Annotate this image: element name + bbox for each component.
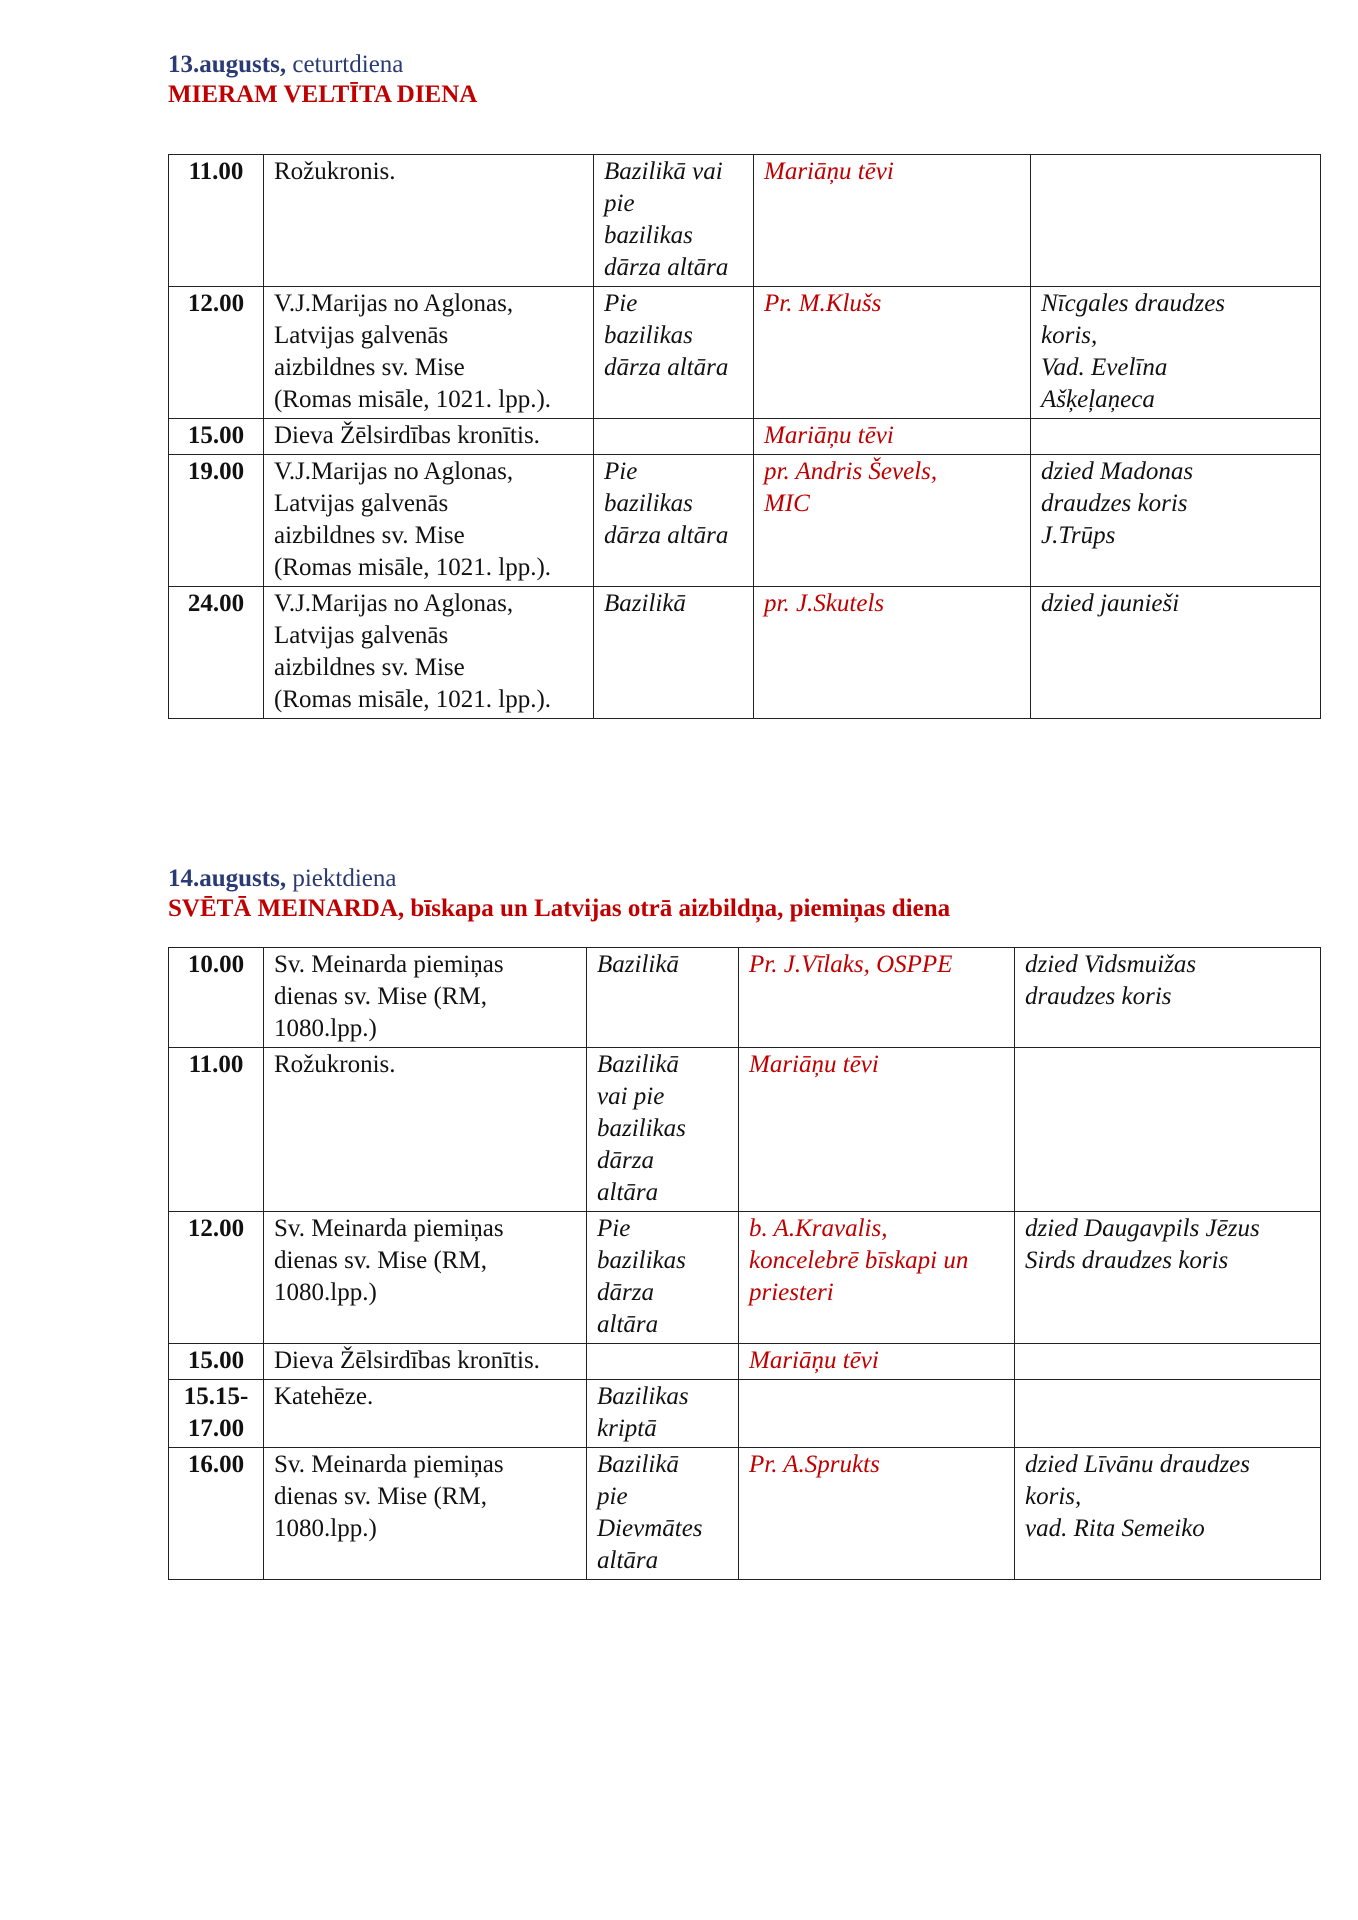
day2-time-cell: [169, 1344, 264, 1380]
day1-celebrant-line: Mariāņu tēvi: [764, 422, 894, 449]
day2-time-cell: [169, 1380, 264, 1448]
day1-celebrant-cell: [754, 587, 1031, 719]
day1-event-cell: [264, 587, 594, 719]
day1-event-line: aizbildnes sv. Mise: [274, 522, 465, 549]
day1-time-line: 12.00: [187, 290, 245, 317]
day2-place-cell: [587, 1448, 739, 1580]
day2-place-line: pie: [597, 1483, 628, 1510]
day1-row: [169, 155, 1321, 287]
day1-time-line: 24.00: [187, 590, 245, 617]
day2-celebrant-line: b. A.Kravalis,: [749, 1215, 888, 1242]
day1-music-cell: [1031, 455, 1321, 587]
day1-celebrant-cell: [754, 155, 1031, 287]
day2-celebrant-cell: [739, 1212, 1015, 1344]
day2-event-line: Sv. Meinarda piemiņas: [274, 951, 504, 978]
day2-place-line: Pie: [597, 1215, 631, 1242]
day1-place-line: Bazilikā: [604, 590, 686, 617]
day1-row: [169, 419, 1321, 455]
day1-event-cell: [264, 287, 594, 419]
day2-date: 14.augusts,: [168, 865, 287, 892]
day1-place-line: bazilikas: [604, 490, 693, 517]
day2-header: [168, 864, 950, 924]
day2-place-line: dārza: [597, 1279, 654, 1306]
day2-place-line: vai pie: [597, 1083, 665, 1110]
day2-event-line: Rožukronis.: [274, 1051, 396, 1078]
day2-music-cell: [1015, 1048, 1321, 1212]
day2-event-line: dienas sv. Mise (RM,: [274, 983, 487, 1010]
day2-event-line: Sv. Meinarda piemiņas: [274, 1215, 504, 1242]
day1-place-line: bazilikas: [604, 322, 693, 349]
day1-row: [169, 455, 1321, 587]
day1-music-line: dzied Madonas: [1041, 458, 1194, 485]
day1-music-line: Vad. Evelīna: [1041, 354, 1168, 381]
day2-time-cell: [169, 948, 264, 1048]
day1-celebrant-cell: [754, 287, 1031, 419]
day2-time-line: 15.00: [187, 1347, 245, 1374]
day2-music-line: dzied Vidsmuižas: [1025, 951, 1197, 978]
day1-music-cell: [1031, 155, 1321, 287]
day2-event-line: 1080.lpp.): [274, 1279, 377, 1306]
day2-feast-title: SVĒTĀ MEINARDA, bīskapa un Latvijas otrā aizbildņa, piemiņas diena: [168, 895, 951, 922]
day1-place-line: Pie: [604, 458, 638, 485]
day1-time-line: 11.00: [188, 158, 244, 185]
day1-event-line: aizbildnes sv. Mise: [274, 354, 465, 381]
day1-event-cell: [264, 419, 594, 455]
day2-event-line: 1080.lpp.): [274, 1515, 377, 1542]
day1-date-line: [168, 50, 477, 80]
day2-event-cell: [264, 1380, 587, 1448]
day1-event-cell: [264, 155, 594, 287]
day2-event-line: Dieva Žēlsirdības kronītis.: [274, 1347, 540, 1374]
day2-place-cell: [587, 1380, 739, 1448]
day1-date: 13.augusts,: [168, 51, 287, 78]
day2-place-line: dārza: [597, 1147, 654, 1174]
day1-event-line: V.J.Marijas no Aglonas,: [274, 290, 514, 317]
day1-place-cell: [594, 587, 754, 719]
day1-celebrant-cell: [754, 419, 1031, 455]
day2-time-line: 15.15-: [183, 1383, 249, 1410]
day2-place-line: Bazilikā: [597, 1451, 679, 1478]
day2-place-cell: [587, 948, 739, 1048]
day1-place-line: pie: [604, 190, 635, 217]
day2-place-line: Bazilikas: [597, 1383, 689, 1410]
day2-event-cell: [264, 1344, 587, 1380]
day1-place-line: dārza altāra: [604, 354, 729, 381]
day1-time-cell: [169, 587, 264, 719]
day1-celebrant-line: Pr. M.Klušs: [764, 290, 882, 317]
day1-schedule-table: [168, 154, 1321, 719]
day1-header: [168, 50, 477, 110]
day2-time-cell: [169, 1048, 264, 1212]
day1-event-line: (Romas misāle, 1021. lpp.).: [274, 386, 552, 413]
day1-place-line: Pie: [604, 290, 638, 317]
day1-event-cell: [264, 455, 594, 587]
day2-date-line: [168, 864, 950, 894]
day1-music-line: koris,: [1041, 322, 1098, 349]
day2-music-line: dzied Līvānu draudzes: [1025, 1451, 1250, 1478]
day2-event-cell: [264, 1448, 587, 1580]
day2-time-line: 11.00: [188, 1051, 244, 1078]
day2-music-line: draudzes koris: [1025, 983, 1172, 1010]
day1-time-cell: [169, 419, 264, 455]
day1-event-line: Dieva Žēlsirdības kronītis.: [274, 422, 540, 449]
day1-music-line: dzied jaunieši: [1041, 590, 1180, 617]
day1-time-cell: [169, 287, 264, 419]
day2-place-cell: [587, 1048, 739, 1212]
day1-celebrant-line: pr. J.Skutels: [764, 590, 885, 617]
day2-row: [169, 1380, 1321, 1448]
day2-music-line: koris,: [1025, 1483, 1082, 1510]
day2-celebrant-line: Pr. A.Sprukts: [749, 1451, 880, 1478]
day1-time-cell: [169, 455, 264, 587]
day1-celebrant-line: MIC: [764, 490, 810, 517]
day2-place-line: Bazilikā: [597, 951, 679, 978]
day1-time-line: 15.00: [187, 422, 245, 449]
day2-celebrant-line: priesteri: [749, 1279, 834, 1306]
day1-row: [169, 587, 1321, 719]
day2-place-line: bazilikas: [597, 1115, 686, 1142]
day2-place-line: bazilikas: [597, 1247, 686, 1274]
day1-event-line: Rožukronis.: [274, 158, 396, 185]
day1-row: [169, 287, 1321, 419]
day2-time-line: 17.00: [187, 1415, 245, 1442]
day2-row: [169, 1212, 1321, 1344]
day1-celebrant-line: Mariāņu tēvi: [764, 158, 894, 185]
day2-row: [169, 1344, 1321, 1380]
day1-place-line: dārza altāra: [604, 254, 729, 281]
day1-place-line: Bazilikā vai: [604, 158, 723, 185]
day2-place-line: Dievmātes: [597, 1515, 703, 1542]
day1-event-line: Latvijas galvenās: [274, 490, 449, 517]
day2-celebrant-cell: [739, 1380, 1015, 1448]
day2-music-line: vad. Rita Semeiko: [1025, 1515, 1205, 1542]
day2-event-line: Katehēze.: [274, 1383, 374, 1410]
day2-place-line: altāra: [597, 1179, 659, 1206]
day2-celebrant-cell: [739, 1344, 1015, 1380]
day2-event-line: 1080.lpp.): [274, 1015, 377, 1042]
day2-celebrant-line: Mariāņu tēvi: [749, 1347, 879, 1374]
day1-event-line: V.J.Marijas no Aglonas,: [274, 458, 514, 485]
day1-event-line: Latvijas galvenās: [274, 622, 449, 649]
day2-place-line: altāra: [597, 1311, 659, 1338]
day1-music-line: draudzes koris: [1041, 490, 1188, 517]
day2-schedule-table: [168, 947, 1321, 1580]
day2-event-line: dienas sv. Mise (RM,: [274, 1247, 487, 1274]
day2-place-cell: [587, 1344, 739, 1380]
day1-celebrant-cell: [754, 455, 1031, 587]
day2-celebrant-line: Mariāņu tēvi: [749, 1051, 879, 1078]
day1-music-line: Ašķeļaņeca: [1041, 386, 1155, 413]
day2-celebrant-line: Pr. J.Vīlaks, OSPPE: [749, 951, 953, 978]
day1-time-cell: [169, 155, 264, 287]
day1-feast-title: MIERAM VELTĪTA DIENA: [168, 81, 478, 108]
day2-event-line: Sv. Meinarda piemiņas: [274, 1451, 504, 1478]
day1-event-line: Latvijas galvenās: [274, 322, 449, 349]
day2-row: [169, 1048, 1321, 1212]
day1-place-cell: [594, 455, 754, 587]
day2-event-cell: [264, 948, 587, 1048]
day1-music-line: Nīcgales draudzes: [1041, 290, 1226, 317]
day2-place-line: altāra: [597, 1547, 659, 1574]
day1-time-line: 19.00: [187, 458, 245, 485]
day1-music-cell: [1031, 287, 1321, 419]
day1-place-cell: [594, 419, 754, 455]
day2-weekday: piektdiena: [286, 865, 397, 892]
day2-event-line: dienas sv. Mise (RM,: [274, 1483, 487, 1510]
day2-time-cell: [169, 1212, 264, 1344]
day2-celebrant-line: koncelebrē bīskapi un: [749, 1247, 969, 1274]
day1-place-cell: [594, 155, 754, 287]
day2-music-line: dzied Daugavpils Jēzus: [1025, 1215, 1260, 1242]
day1-event-line: V.J.Marijas no Aglonas,: [274, 590, 514, 617]
day2-music-cell: [1015, 1380, 1321, 1448]
day2-music-cell: [1015, 948, 1321, 1048]
day1-event-line: (Romas misāle, 1021. lpp.).: [274, 554, 552, 581]
day2-music-cell: [1015, 1344, 1321, 1380]
day2-place-cell: [587, 1212, 739, 1344]
day1-celebrant-line: pr. Andris Ševels,: [764, 458, 938, 485]
day2-time-cell: [169, 1448, 264, 1580]
day1-place-line: dārza altāra: [604, 522, 729, 549]
day2-event-cell: [264, 1212, 587, 1344]
day2-celebrant-cell: [739, 948, 1015, 1048]
day2-place-line: kriptā: [597, 1415, 657, 1442]
day2-time-line: 16.00: [187, 1451, 245, 1478]
day2-row: [169, 948, 1321, 1048]
day1-place-line: bazilikas: [604, 222, 693, 249]
day2-time-line: 10.00: [187, 951, 245, 978]
day1-event-line: (Romas misāle, 1021. lpp.).: [274, 686, 552, 713]
day1-place-cell: [594, 287, 754, 419]
day1-event-line: aizbildnes sv. Mise: [274, 654, 465, 681]
day2-music-line: Sirds draudzes koris: [1025, 1247, 1229, 1274]
day2-celebrant-cell: [739, 1448, 1015, 1580]
day2-music-cell: [1015, 1448, 1321, 1580]
day2-time-line: 12.00: [187, 1215, 245, 1242]
day1-music-cell: [1031, 587, 1321, 719]
day2-event-cell: [264, 1048, 587, 1212]
day2-row: [169, 1448, 1321, 1580]
day1-music-line: J.Trūps: [1041, 522, 1116, 549]
day1-weekday: ceturtdiena: [286, 51, 404, 78]
day2-music-cell: [1015, 1212, 1321, 1344]
day2-place-line: Bazilikā: [597, 1051, 679, 1078]
day2-celebrant-cell: [739, 1048, 1015, 1212]
day1-music-cell: [1031, 419, 1321, 455]
